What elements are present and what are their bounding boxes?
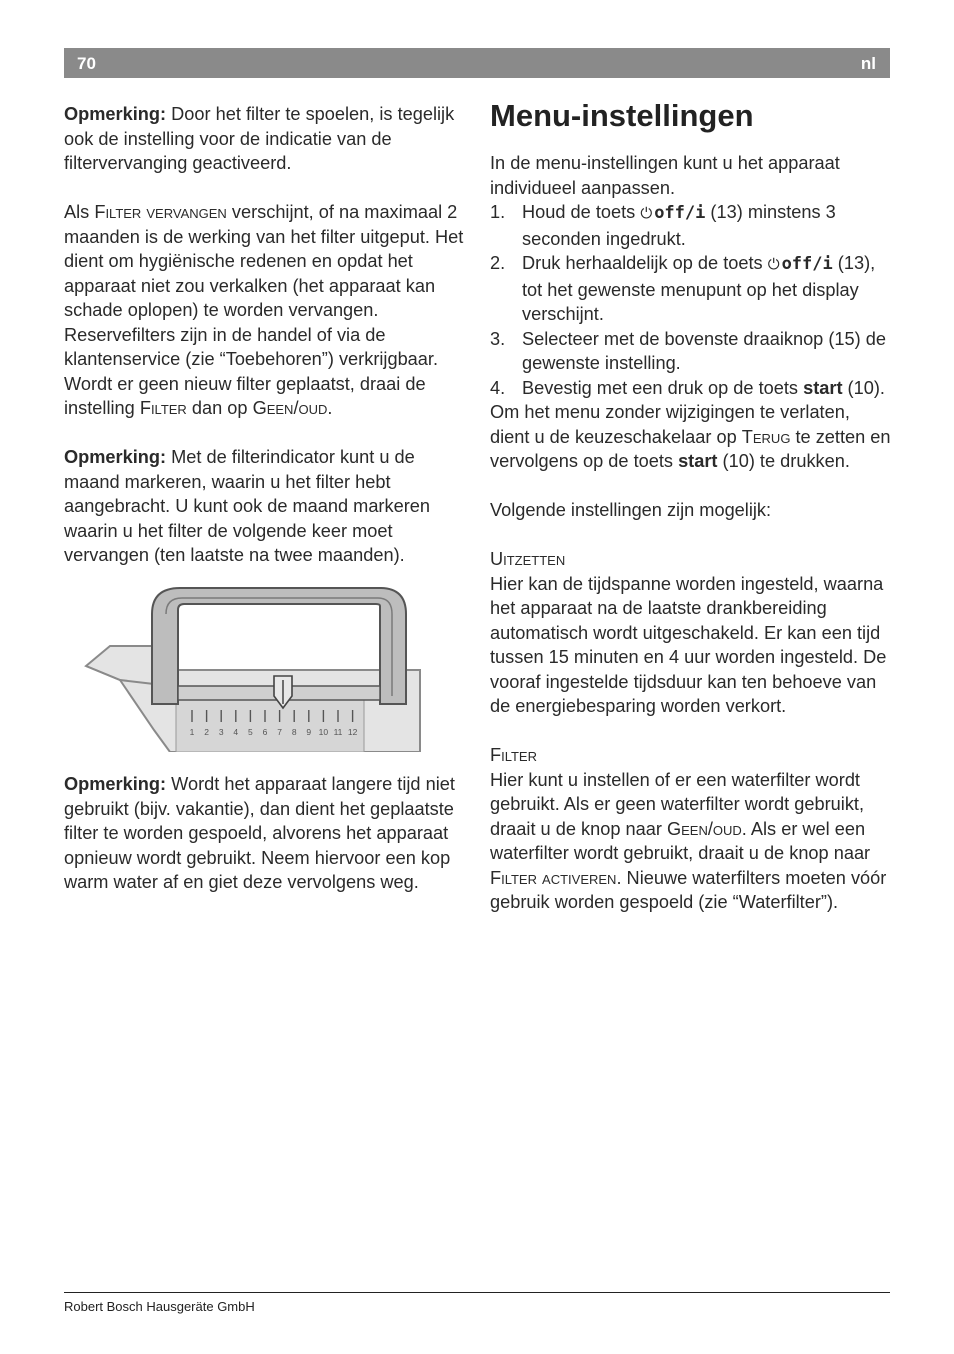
setting-value: Geen/oud	[252, 398, 328, 418]
text-span: Om het menu zonder wijzigingen te verlaten, dient u de keuzeschakelaar op	[490, 402, 850, 447]
text-span: (13), tot het gewenste menupunt op het display verschijnt.	[522, 253, 876, 324]
text-span: te zetten en vervolgens op de toets	[490, 426, 891, 471]
note-label: Opmerking:	[64, 104, 167, 124]
text-span: Houd de toets	[522, 202, 641, 222]
text-span: (10) te drukken.	[717, 451, 850, 471]
text-span: Selecteer met de bovenste draaiknop (15) de gewenste instelling.	[522, 328, 886, 373]
note-label: Opmerking:	[64, 774, 167, 794]
left-column	[64, 102, 468, 895]
section-heading: Filter	[490, 745, 537, 765]
scale-number: 12	[347, 726, 358, 737]
scale-number: 1	[189, 726, 195, 737]
filter-replace-paragraph	[64, 200, 468, 323]
section-text: Hier kan de tijdspanne worden ingesteld, waarna het apparaat na de laatste drankbereiding automatisch wordt uitgeschakeld. Er kan een tijd tussen 15 minuten en 4 uur worden ingesteld. De vooraf ingestelde tijdsduur kan ten behoeve van de energiebesparing worden verkort.	[490, 573, 887, 716]
step-item	[490, 200, 892, 251]
scale-number: 9	[306, 726, 312, 737]
scale-number: 6	[262, 726, 268, 737]
scale-number: 2	[204, 726, 209, 737]
language-code: nl	[860, 54, 876, 73]
power-icon: ⏻	[640, 205, 653, 222]
step-number: 1.	[490, 202, 506, 222]
setting-value: Filter activeren	[490, 867, 617, 888]
key-label: off/i	[781, 254, 833, 274]
key-label: start	[678, 451, 718, 471]
text-span: (10).	[842, 377, 885, 398]
step-number: 4.	[490, 377, 506, 398]
scale-number: 5	[248, 726, 253, 737]
footer-company: Robert Bosch Hausgeräte GmbH	[64, 1299, 255, 1314]
section-text	[490, 768, 892, 915]
display-message: Filter vervangen	[94, 202, 227, 222]
text-span: Reservefilters zijn in de handel of via de klantenservice (zie “Toebehoren”) verkrijgbaar. Wordt er geen nieuw filter geplaatst, draai de instelling	[64, 324, 439, 418]
filter-indicator-illustration	[80, 584, 422, 752]
scale-number: 4	[233, 726, 239, 737]
note-paragraph	[64, 445, 468, 568]
footer-divider	[64, 1292, 890, 1293]
step-number: 3.	[490, 328, 506, 349]
step-item	[490, 376, 892, 401]
text-span: . Als er wel een waterfilter wordt gebruikt, draait u de knop naar	[490, 818, 871, 863]
step-item	[490, 327, 892, 376]
note-paragraph	[64, 772, 468, 895]
text-span: Druk herhaaldelijk op de toets	[522, 253, 768, 273]
right-column	[490, 151, 892, 915]
text-span: dan op	[186, 398, 253, 418]
text-span: .	[327, 398, 333, 418]
text-span: . Nieuwe waterfilters moeten vóór gebruik worden gespoeld (zie “Waterfilter”).	[490, 867, 887, 912]
text-span: verschijnt, of na maximaal 2 maanden is de werking van het filter uitgeput. Het dient om hygiënische redenen en opdat het apparaat niet zou verkalken (het apparaat kan schade oplopen) te worden vervangen.	[64, 202, 464, 320]
scale-number: 10	[318, 726, 329, 737]
scale-number: 8	[291, 726, 297, 737]
text-span: (13) minstens 3 seconden ingedrukt.	[522, 202, 836, 249]
page-title: Menu-instellingen	[490, 98, 754, 133]
page-number: 70	[77, 54, 96, 73]
power-icon: ⏻	[767, 256, 780, 273]
section-heading: Uitzetten	[490, 549, 566, 569]
setting-value: Terug	[741, 426, 791, 447]
step-number: 2.	[490, 253, 506, 273]
text-span: Hier kunt u instellen of er een waterfilter wordt gebruikt. Als er geen waterfilter wordt gebruikt, draait u de knop naar	[490, 769, 865, 839]
page-header-bar	[64, 48, 890, 78]
steps-list	[490, 200, 892, 400]
intro-paragraph: In de menu-instellingen kunt u het apparaat individueel aanpassen.	[490, 153, 840, 198]
key-label: start	[803, 377, 843, 398]
note-text: Door het filter te spoelen, is tegelijk ook de instelling voor de indicatie van de filtervervanging geactiveerd.	[64, 104, 455, 173]
setting-value: Geen/oud	[666, 818, 742, 839]
settings-intro: Volgende instellingen zijn mogelijk:	[490, 500, 772, 520]
text-span: Als	[64, 202, 95, 222]
scale-number: 3	[218, 726, 224, 737]
scale-number: 7	[277, 726, 282, 737]
note-text: Met de filterindicator kunt u de maand markeren, waarin u het filter hebt aangebracht. U kunt ook de maand markeren waarin u het filter de volgende keer moet vervangen (ten laatste na twee maanden).	[64, 447, 430, 565]
spare-filters-paragraph	[64, 323, 468, 421]
text-span: Bevestig met een druk op de toets	[522, 377, 804, 398]
scale-number: 11	[333, 726, 343, 737]
step-item	[490, 251, 892, 327]
note-label: Opmerking:	[64, 447, 167, 467]
exit-menu-paragraph	[490, 400, 892, 474]
setting-name: Filter	[139, 398, 187, 418]
note-text: Wordt het apparaat langere tijd niet gebruikt (bijv. vakantie), dan dient het geplaatste filter te worden gespoeld, alvorens het apparaat opnieuw wordt gebruikt. Neem hiervoor een kop warm water af en giet deze vervolgens weg.	[64, 774, 455, 892]
key-label: off/i	[654, 203, 706, 223]
note-paragraph	[64, 102, 468, 176]
